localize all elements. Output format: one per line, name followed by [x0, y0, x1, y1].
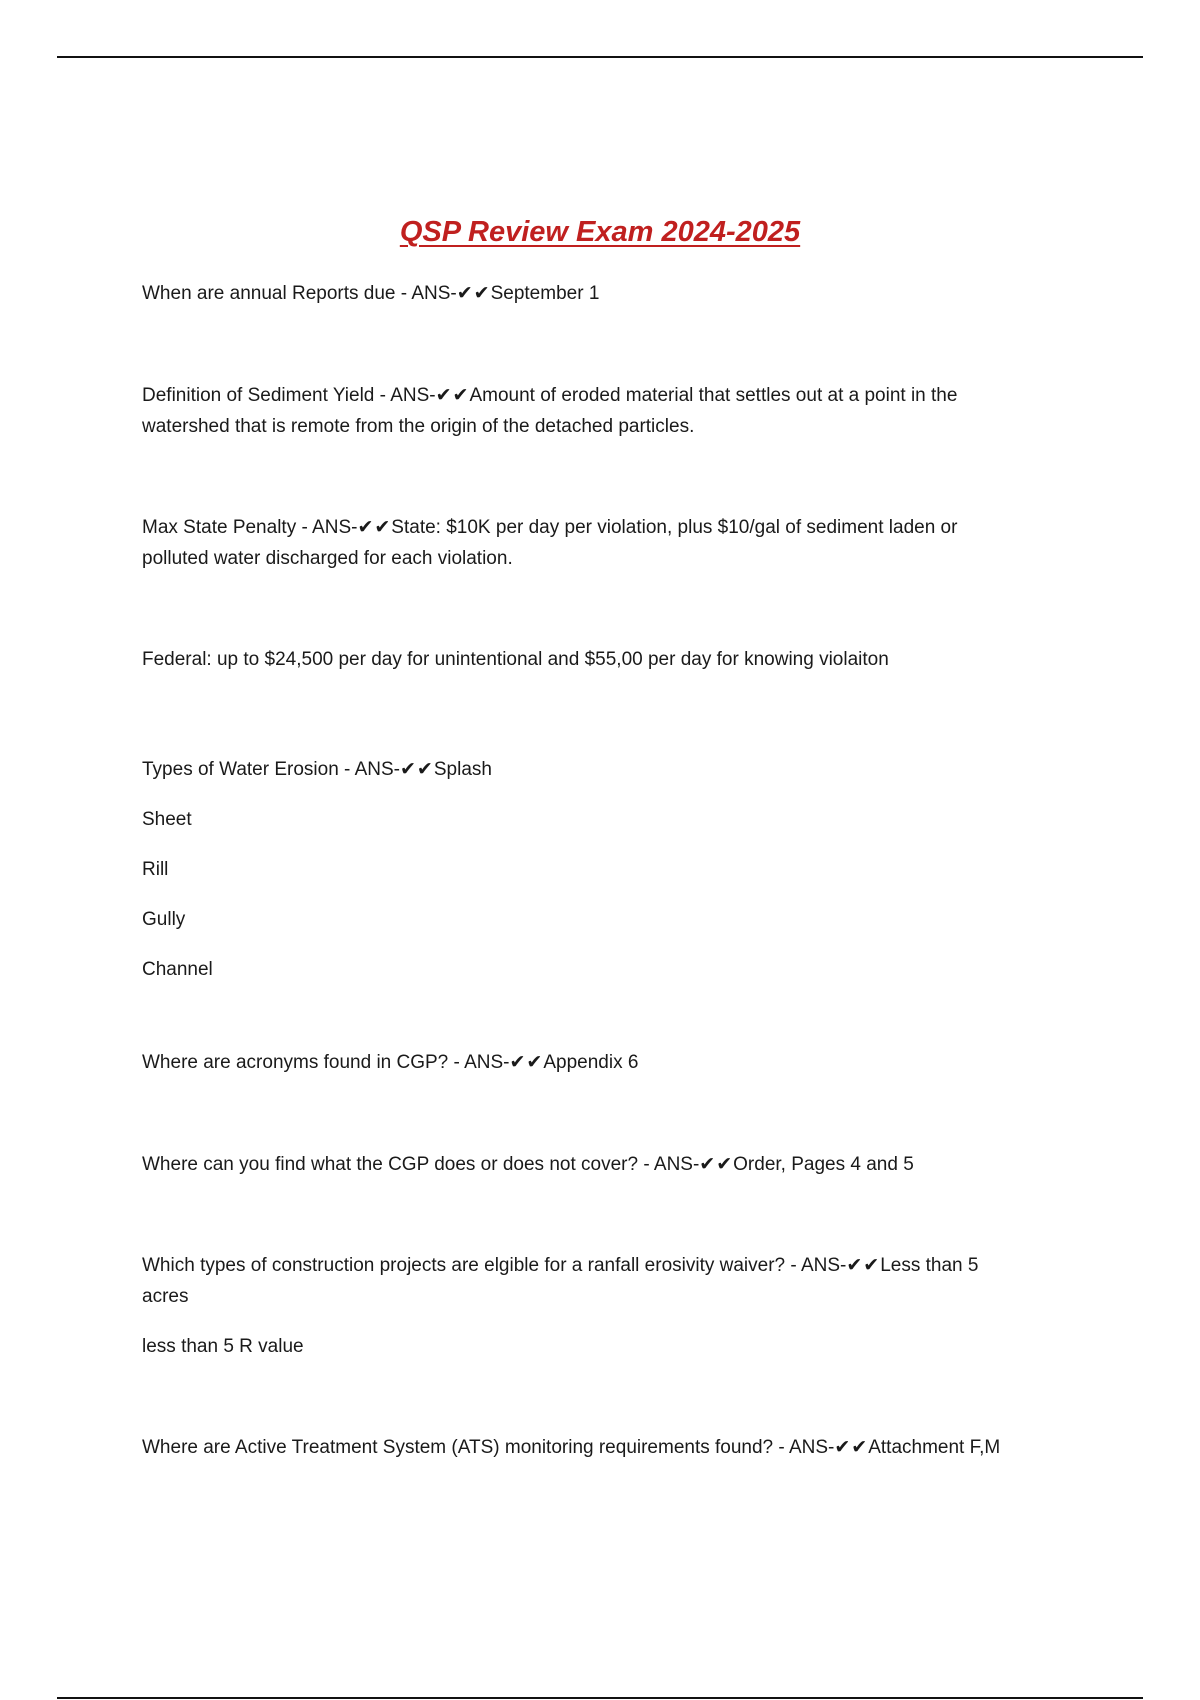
answer-text: Splash	[433, 759, 492, 780]
question-text: Which types of construction projects are elgible for a ranfall erosivity waiver?	[142, 1255, 786, 1276]
answer-list-item: less than 5 R value	[142, 1336, 304, 1357]
qa-item: Where are Active Treatment System (ATS) monitoring requirements found? - ANS-✔✔Attachment F,M	[142, 1437, 1001, 1458]
answer-text-continued: acres	[142, 1286, 189, 1307]
answer-prefix: ANS-	[312, 517, 358, 538]
answer-prefix: ANS-	[788, 1437, 835, 1458]
header-rule	[57, 56, 1143, 58]
qa-item: Definition of Sediment Yield - ANS-✔✔Amount of eroded material that settles out at a point in the watershed that is remote from the origin of the detached particles.	[142, 385, 958, 437]
answer-prefix: ANS-	[390, 385, 436, 406]
qa-item: Where are acronyms found in CGP? - ANS-✔✔Appendix 6	[142, 1052, 639, 1073]
question-text: Max State Penalty	[142, 517, 297, 538]
answer-text: Amount of eroded material that settles out at a point in the	[469, 385, 958, 406]
answer-prefix: ANS-	[800, 1255, 847, 1276]
qa-line: Types of Water Erosion - ANS-✔✔Splash	[142, 759, 492, 780]
qa-item: Max State Penalty - ANS-✔✔State: $10K per day per violation, plus $10/gal of sediment laden or polluted water discharged for each violation.	[142, 517, 958, 569]
answer-prefix: ANS-	[354, 759, 401, 780]
question-text: Where are Active Treatment System (ATS) monitoring requirements found?	[142, 1437, 774, 1458]
question-text: When are annual Reports due	[142, 283, 396, 304]
answer-text: Order, Pages 4 and 5	[733, 1154, 914, 1175]
qa-item: When are annual Reports due - ANS-✔✔September 1	[142, 283, 600, 304]
answer-prefix: ANS-	[653, 1154, 700, 1175]
checkmark-icon: ✔✔	[699, 1154, 734, 1175]
answer-text-continued: watershed that is remote from the origin of the detached particles.	[142, 416, 695, 437]
question-text: Definition of Sediment Yield	[142, 385, 375, 406]
answer-list-item: Gully	[142, 909, 186, 930]
answer-text-continued: polluted water discharged for each violation.	[142, 548, 513, 569]
qa-line: Which types of construction projects are elgible for a ranfall erosivity waiver? - ANS-✔✔Less than 5	[142, 1255, 979, 1276]
note-text: Federal: up to $24,500 per day for unintentional and $55,00 per day for knowing violaiton	[142, 649, 889, 670]
answer-text: September 1	[490, 283, 600, 304]
qa-item: Where can you find what the CGP does or does not cover? - ANS-✔✔Order, Pages 4 and 5	[142, 1154, 914, 1175]
checkmark-icon: ✔✔	[357, 517, 392, 538]
page-title: QSP Review Exam 2024-2025	[399, 216, 801, 248]
question-text: Types of Water Erosion	[142, 759, 339, 780]
qa-item	[142, 745, 1062, 995]
checkmark-icon: ✔✔	[435, 385, 470, 406]
answer-text: State: $10K per day per violation, plus $10/gal of sediment laden or	[391, 517, 958, 538]
question-text: Where are acronyms found in CGP?	[142, 1052, 449, 1073]
checkmark-icon: ✔✔	[846, 1255, 881, 1276]
qa-item	[142, 1250, 1062, 1362]
checkmark-icon: ✔✔	[509, 1052, 544, 1073]
checkmark-icon: ✔✔	[400, 759, 434, 780]
answer-text: Attachment F,M	[868, 1437, 1001, 1458]
answer-text: Appendix 6	[543, 1052, 639, 1073]
answer-list-item: Rill	[142, 859, 169, 880]
question-text: Where can you find what the CGP does or does not cover?	[142, 1154, 639, 1175]
answer-prefix: ANS-	[464, 1052, 510, 1073]
checkmark-icon: ✔✔	[834, 1437, 869, 1458]
answer-text: Less than 5	[880, 1255, 979, 1276]
checkmark-icon: ✔✔	[456, 283, 491, 304]
answer-list-item: Sheet	[142, 809, 192, 830]
footer-rule	[57, 1697, 1143, 1699]
answer-list-item: Channel	[142, 959, 213, 980]
answer-prefix: ANS-	[411, 283, 457, 304]
